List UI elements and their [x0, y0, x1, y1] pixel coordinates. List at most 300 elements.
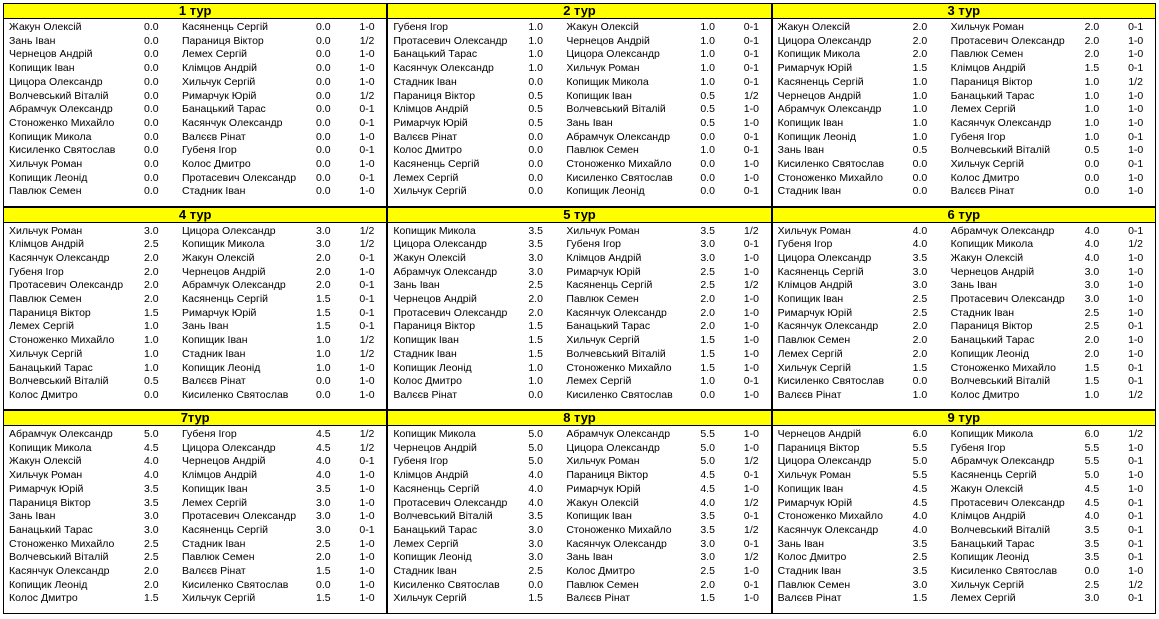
black-score: 0.0 — [700, 388, 715, 401]
black-score: 0.0 — [316, 103, 331, 116]
game-result: 1-0 — [743, 388, 759, 401]
game-result: 0-1 — [359, 523, 375, 536]
pairing-row — [773, 592, 1155, 606]
white-score: 2.5 — [912, 551, 928, 564]
pairing-row — [4, 483, 386, 497]
black-player: Чернецов Андрій — [950, 265, 1035, 278]
pairing-row — [4, 293, 386, 307]
black-player: Зань Іван — [566, 116, 613, 129]
pairing-row — [773, 551, 1155, 565]
game-result: 1-0 — [359, 482, 375, 495]
pairing-row — [4, 158, 386, 172]
black-player: Копищик Микола — [950, 428, 1034, 440]
black-score: 4.0 — [1084, 510, 1100, 523]
white-score: 0.0 — [144, 34, 159, 47]
white-player: Цицора Олександр — [777, 455, 872, 468]
white-score: 3.5 — [528, 510, 543, 523]
round-title: 4 тур — [3, 207, 387, 223]
pairing-row — [4, 90, 386, 104]
white-player: Клімцов Андрій — [393, 469, 469, 482]
round-pairings — [3, 223, 387, 411]
pairing-row — [388, 320, 770, 334]
pairing-row — [773, 144, 1155, 158]
black-score: 3.0 — [316, 496, 331, 509]
black-score: 2.0 — [700, 306, 715, 319]
black-score: 1.0 — [700, 21, 715, 33]
black-player: Клімцов Андрій — [566, 251, 642, 264]
white-score: 1.5 — [144, 306, 159, 319]
game-result: 1-0 — [359, 361, 375, 374]
game-result: 1-0 — [1128, 334, 1144, 347]
white-score: 4.0 — [912, 238, 928, 251]
black-player: Хильчук Сергій — [566, 334, 640, 347]
white-score: 2.5 — [144, 238, 159, 251]
black-player: Банацький Тарас — [950, 537, 1035, 550]
pairing-row — [388, 279, 770, 293]
black-score: 2.0 — [1084, 34, 1100, 47]
white-score: 0.0 — [144, 62, 159, 75]
game-result: 1/2 — [744, 551, 759, 564]
white-player: Копищик Леонід — [777, 130, 857, 143]
pairing-row — [773, 375, 1155, 389]
white-player: Цицора Олександр — [777, 34, 872, 47]
white-player: Губеня Ігор — [9, 265, 64, 278]
pairing-row — [388, 455, 770, 469]
black-player: Хильчук Роман — [566, 455, 640, 468]
pairing-row — [388, 307, 770, 321]
pairing-row — [773, 579, 1155, 593]
pairing-row — [4, 442, 386, 456]
black-score: 1.5 — [316, 306, 331, 319]
game-result: 0-1 — [743, 48, 759, 61]
pairing-row — [773, 90, 1155, 104]
black-player: Чернецов Андрій — [182, 455, 266, 468]
black-player: Протасевич Олександр — [950, 34, 1065, 47]
white-player: Цицора Олександр — [777, 251, 872, 264]
white-player: Колос Дмитро — [393, 144, 462, 157]
white-player: Валєєв Рінат — [777, 388, 842, 401]
game-result: 0-1 — [1128, 320, 1144, 333]
white-player: Зань Іван — [393, 279, 440, 292]
white-score: 0.5 — [912, 144, 928, 157]
pairing-row — [773, 48, 1155, 62]
white-player: Лемех Сергій — [393, 171, 459, 184]
round-title: 2 тур — [387, 3, 771, 19]
white-player: Лемех Сергій — [393, 537, 459, 550]
black-score: 3.0 — [1084, 265, 1100, 278]
game-result: 0-1 — [1128, 375, 1144, 388]
black-player: Параниця Віктор — [566, 469, 649, 482]
white-score: 5.5 — [912, 441, 928, 454]
white-player: Касянчук Олександр — [9, 565, 110, 577]
white-player: Копищик Микола — [9, 130, 92, 143]
white-player: Валєєв Рінат — [777, 592, 842, 605]
pairing-row — [773, 442, 1155, 456]
white-player: Копищик Микола — [777, 48, 861, 61]
white-score: 0.0 — [144, 75, 159, 88]
pairing-row — [388, 483, 770, 497]
black-score: 0.5 — [700, 103, 715, 116]
white-score: 3.0 — [528, 265, 543, 278]
game-result: 1-0 — [1128, 185, 1144, 198]
black-score: 0.0 — [316, 375, 331, 388]
black-score: 0.0 — [316, 388, 331, 401]
black-player: Хильчук Сергій — [950, 158, 1024, 170]
black-player: Копищик Леонід — [950, 551, 1030, 564]
black-score: 3.0 — [700, 251, 715, 264]
pairing-row — [388, 252, 770, 266]
black-score: 2.0 — [316, 251, 331, 264]
white-player: Колос Дмитро — [9, 388, 78, 401]
black-score: 5.0 — [700, 455, 715, 468]
game-result: 1-0 — [1128, 265, 1144, 278]
black-player: Касяненць Сергій — [182, 293, 269, 305]
white-player: Валєєв Рінат — [393, 388, 458, 401]
game-result: 0-1 — [1128, 592, 1144, 605]
black-player: Банацький Тарас — [950, 334, 1035, 347]
white-player: Копищик Іван — [777, 482, 844, 495]
pairing-row — [773, 428, 1155, 442]
pairing-row — [388, 185, 770, 199]
white-player: Кисиленко Святослав — [777, 375, 885, 388]
black-player: Хильчук Сергій — [182, 75, 256, 88]
game-result: 0-1 — [359, 455, 375, 468]
white-score: 2.0 — [144, 265, 159, 278]
white-score: 1.5 — [912, 361, 928, 374]
white-player: Зань Іван — [9, 34, 56, 47]
game-result: 1-0 — [359, 375, 375, 388]
pairing-row — [388, 144, 770, 158]
game-result: 0-1 — [743, 144, 759, 157]
round-title: 3 тур — [772, 3, 1156, 19]
white-player: Римарчук Юрій — [777, 496, 853, 509]
pairing-row — [773, 320, 1155, 334]
game-result: 0-1 — [1128, 523, 1144, 536]
black-score: 2.5 — [700, 279, 715, 292]
game-result: 1-0 — [743, 306, 759, 319]
game-result: 1-0 — [1128, 103, 1144, 116]
pairing-row — [388, 117, 770, 131]
white-score: 0.0 — [528, 171, 543, 184]
game-result: 1-0 — [743, 158, 759, 170]
game-result: 1-0 — [359, 388, 375, 401]
black-player: Валєєв Рінат — [182, 375, 246, 388]
pairing-row — [773, 21, 1155, 35]
white-player: Губеня Ігор — [393, 21, 449, 33]
pairing-row — [4, 103, 386, 117]
black-score: 3.0 — [316, 238, 331, 251]
black-score: 3.0 — [700, 551, 715, 564]
black-score: 0.0 — [316, 89, 331, 102]
game-result: 0-1 — [1128, 510, 1144, 523]
black-player: Копищик Леонід — [566, 185, 645, 198]
white-score: 3.5 — [912, 251, 928, 264]
game-result: 1-0 — [1128, 347, 1144, 360]
pairing-row — [388, 172, 770, 186]
game-result: 1-0 — [359, 592, 375, 605]
pairing-row — [4, 497, 386, 511]
white-player: Павлюк Семен — [777, 334, 851, 347]
black-player: Стадник Іван — [182, 347, 246, 360]
black-player: Валєєв Рінат — [182, 565, 246, 577]
black-score: 4.0 — [316, 455, 331, 468]
black-player: Абрамчук Олександр — [566, 428, 671, 440]
white-score: 1.0 — [528, 361, 543, 374]
game-result: 1-0 — [743, 320, 759, 333]
pairing-row — [773, 172, 1155, 186]
white-player: Касяненць Сергій — [777, 265, 864, 278]
black-player: Касяненць Сергій — [566, 279, 653, 292]
white-player: Стоноженко Михайло — [777, 171, 883, 184]
white-player: Губеня Ігор — [777, 238, 833, 251]
pairing-row — [388, 389, 770, 403]
white-score: 0.0 — [144, 89, 159, 102]
game-result: 0-1 — [743, 21, 759, 33]
white-player: Копищик Іван — [9, 62, 75, 75]
black-score: 1.5 — [700, 361, 715, 374]
black-score: 1.5 — [316, 320, 331, 333]
pairing-row — [388, 551, 770, 565]
black-score: 5.5 — [700, 428, 715, 440]
pairing-row — [773, 62, 1155, 76]
black-player: Копищик Микола — [566, 75, 649, 88]
black-score: 2.0 — [1084, 21, 1100, 33]
white-score: 2.0 — [912, 48, 928, 61]
black-player: Лемех Сергій — [182, 496, 248, 509]
game-result: 1-0 — [743, 171, 759, 184]
black-player: Кисиленко Святослав — [950, 565, 1058, 577]
black-player: Копищик Микола — [950, 238, 1034, 251]
round-title: 9 тур — [772, 410, 1156, 426]
white-player: Валєєв Рінат — [393, 130, 458, 143]
white-player: Абрамчук Олександр — [777, 103, 882, 116]
white-player: Копищик Іван — [393, 334, 459, 347]
pairing-row — [4, 279, 386, 293]
white-player: Зань Іван — [9, 510, 56, 523]
game-result: 0-1 — [1128, 551, 1144, 564]
white-score: 0.0 — [528, 185, 543, 198]
game-result: 1/2 — [359, 224, 375, 237]
game-result: 0-1 — [359, 144, 375, 157]
game-result: 1-0 — [359, 578, 375, 591]
white-score: 1.0 — [912, 89, 928, 102]
black-player: Клімцов Андрій — [950, 510, 1026, 523]
pairing-row — [388, 35, 770, 49]
white-player: Волчевський Віталій — [9, 551, 109, 564]
white-score: 5.0 — [528, 441, 543, 454]
black-score: 1.0 — [700, 34, 715, 47]
game-result: 1/2 — [744, 455, 759, 468]
game-result: 1-0 — [1128, 469, 1144, 482]
round-block — [3, 410, 387, 614]
game-result: 1/2 — [1128, 75, 1143, 88]
black-player: Копищик Микола — [182, 238, 265, 251]
black-score: 0.0 — [700, 158, 715, 170]
black-player: Колос Дмитро — [950, 171, 1020, 184]
white-player: Жакун Олексій — [393, 251, 466, 264]
black-player: Стоноженко Михайло — [566, 158, 672, 170]
pairing-row — [388, 579, 770, 593]
game-result: 0-1 — [743, 510, 759, 523]
white-player: Параниця Віктор — [9, 496, 91, 509]
round-block — [387, 3, 771, 207]
white-score: 1.5 — [528, 347, 543, 360]
game-result: 1/2 — [744, 279, 759, 292]
black-score: 0.0 — [316, 21, 331, 33]
black-player: Волчевський Віталій — [566, 103, 666, 116]
black-score: 2.5 — [1084, 320, 1100, 333]
white-player: Павлюк Семен — [9, 293, 82, 305]
white-score: 1.5 — [144, 592, 159, 605]
white-score: 2.5 — [912, 293, 928, 305]
pairing-row — [773, 225, 1155, 239]
white-player: Стоноженко Михайло — [9, 334, 115, 347]
game-result: 1-0 — [743, 334, 759, 347]
white-score: 4.0 — [912, 510, 928, 523]
game-result: 0-1 — [743, 62, 759, 75]
black-player: Копищик Іван — [182, 334, 248, 347]
black-player: Кисиленко Святослав — [566, 171, 673, 184]
white-player: Параниця Віктор — [777, 441, 860, 454]
black-player: Колос Дмитро — [566, 565, 635, 577]
white-player: Хильчук Сергій — [777, 361, 851, 374]
white-score: 1.0 — [528, 21, 543, 33]
game-result: 1/2 — [359, 34, 375, 47]
game-result: 0-1 — [1128, 361, 1144, 374]
white-player: Колос Дмитро — [9, 592, 78, 605]
game-result: 1-0 — [359, 130, 375, 143]
white-player: Лемех Сергій — [777, 347, 843, 360]
game-result: 0-1 — [1128, 455, 1144, 468]
game-result: 0-1 — [743, 375, 759, 388]
game-result: 0-1 — [359, 103, 375, 116]
white-score: 0.5 — [528, 89, 543, 102]
black-player: Цицора Олександр — [182, 224, 276, 237]
white-player: Чернецов Андрій — [777, 89, 862, 102]
pairing-row — [4, 592, 386, 606]
pairing-row — [4, 455, 386, 469]
pairing-row — [4, 76, 386, 90]
pairing-row — [388, 497, 770, 511]
pairing-row — [388, 103, 770, 117]
black-player: Клімцов Андрій — [182, 62, 257, 75]
black-player: Валєєв Рінат — [182, 130, 246, 143]
game-result: 1/2 — [359, 89, 375, 102]
white-player: Цицора Олександр — [9, 75, 103, 88]
white-player: Римарчук Юрій — [393, 116, 468, 129]
white-player: Хильчук Роман — [9, 158, 83, 170]
pairing-row — [388, 442, 770, 456]
black-player: Лемех Сергій — [950, 592, 1016, 605]
game-result: 1-0 — [359, 496, 375, 509]
pairing-row — [4, 320, 386, 334]
white-score: 1.0 — [912, 116, 928, 129]
white-player: Банацький Тарас — [393, 523, 478, 536]
black-player: Хильчук Роман — [566, 224, 640, 237]
black-score: 0.0 — [700, 171, 715, 184]
black-player: Губеня Ігор — [182, 144, 237, 157]
pairing-row — [773, 538, 1155, 552]
white-player: Банацький Тарас — [393, 48, 478, 61]
game-result: 1-0 — [359, 565, 375, 577]
white-score: 0.0 — [912, 158, 928, 170]
black-player: Клімцов Андрій — [950, 62, 1026, 75]
game-result: 1-0 — [359, 469, 375, 482]
black-score: 0.5 — [1084, 144, 1100, 157]
black-score: 4.5 — [700, 482, 715, 495]
white-player: Протасевич Олександр — [9, 279, 124, 292]
black-player: Копищик Леонід — [182, 361, 261, 374]
round-pairings — [3, 426, 387, 614]
white-player: Хильчук Роман — [777, 224, 851, 237]
game-result: 1/2 — [744, 89, 759, 102]
game-result: 1-0 — [743, 347, 759, 360]
white-score: 4.0 — [144, 455, 159, 468]
round-title: 6 тур — [772, 207, 1156, 223]
white-score: 2.5 — [144, 551, 159, 564]
white-player: Параниця Віктор — [9, 306, 91, 319]
white-player: Хильчук Роман — [9, 469, 83, 482]
pairing-row — [773, 455, 1155, 469]
white-player: Абрамчук Олександр — [9, 103, 113, 116]
black-score: 5.0 — [1084, 469, 1100, 482]
game-result: 0-1 — [743, 469, 759, 482]
pairing-row — [388, 428, 770, 442]
white-score: 0.0 — [528, 130, 543, 143]
white-score: 2.5 — [144, 537, 159, 550]
game-result: 1-0 — [743, 293, 759, 305]
pairing-row — [4, 510, 386, 524]
black-score: 0.0 — [1084, 171, 1100, 184]
pairing-row — [773, 497, 1155, 511]
white-score: 3.5 — [912, 537, 928, 550]
white-player: Касянчук Олександр — [777, 523, 879, 536]
round-pairings — [387, 223, 771, 411]
pairing-row — [388, 225, 770, 239]
game-result: 1-0 — [1128, 116, 1144, 129]
black-player: Протасевич Олександр — [182, 171, 297, 184]
game-result: 0-1 — [743, 34, 759, 47]
black-score: 1.5 — [316, 293, 331, 305]
black-player: Касянчук Олександр — [566, 537, 667, 550]
pairing-row — [773, 238, 1155, 252]
black-score: 1.0 — [700, 75, 715, 88]
game-result: 0-1 — [1128, 21, 1144, 33]
game-result: 0-1 — [1128, 224, 1144, 237]
black-player: Жакун Олексій — [950, 251, 1024, 264]
white-score: 3.5 — [144, 482, 159, 495]
white-score: 0.5 — [528, 116, 543, 129]
pairing-row — [773, 307, 1155, 321]
black-score: 3.0 — [316, 224, 331, 237]
white-score: 5.0 — [144, 428, 159, 440]
white-score: 3.5 — [528, 224, 543, 237]
black-player: Кисиленко Святослав — [182, 388, 289, 401]
white-player: Клімцов Андрій — [777, 279, 853, 292]
white-player: Стадник Іван — [777, 185, 842, 198]
black-score: 1.5 — [1084, 375, 1100, 388]
game-result: 1-0 — [359, 265, 375, 278]
game-result: 1-0 — [1128, 482, 1144, 495]
black-score: 4.5 — [316, 428, 331, 440]
white-score: 0.0 — [912, 375, 928, 388]
round-pairings — [387, 19, 771, 207]
black-score: 5.5 — [1084, 441, 1100, 454]
white-score: 3.0 — [528, 537, 543, 550]
pairing-row — [4, 538, 386, 552]
black-score: 2.5 — [1084, 578, 1100, 591]
round-pairings — [387, 426, 771, 614]
